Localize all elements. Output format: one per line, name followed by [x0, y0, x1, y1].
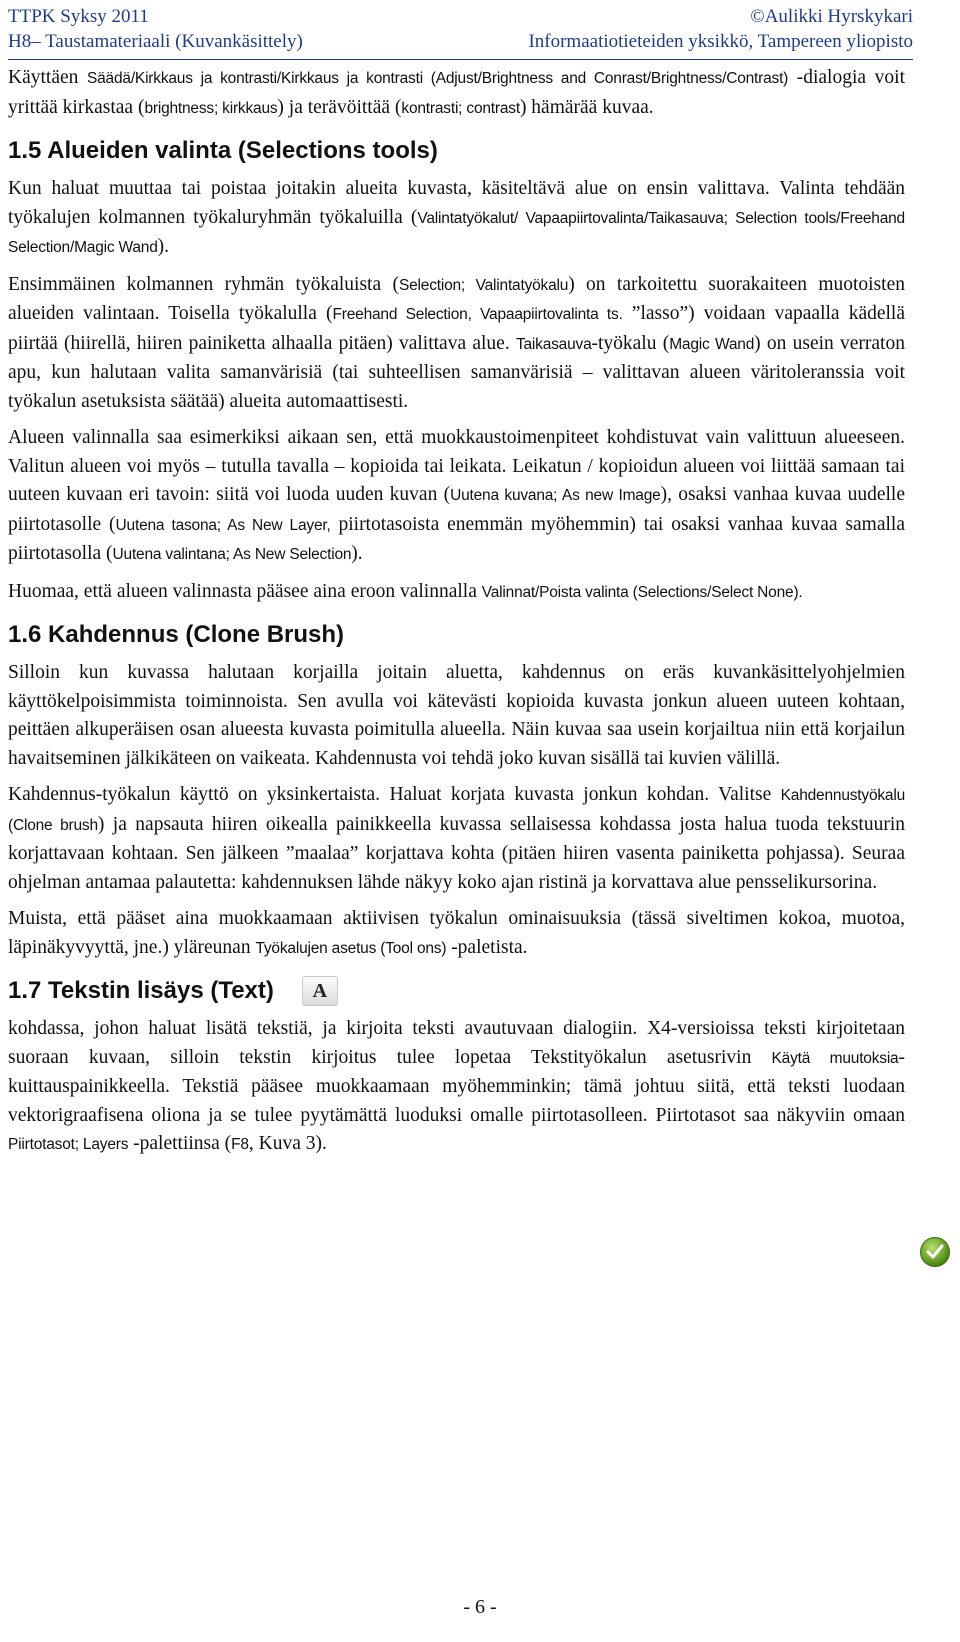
section-1-5-paragraph-1: Kun haluat muuttaa tai poistaa joitakin alueita kuvasta, käsiteltävä alue on ensin valittava. Valinta tehdään työkalujen kolmannen työkaluryhmän työkaluilla (Valintatyökalut/ Vapaapiirtovalinta/Taikasauva; Selection tools/Freehand Selection/Magic Wand). [8, 178, 905, 257]
section-1-6-paragraph-2: Kahdennus-työkalun käyttö on yksinkertaista. Haluat korjata kuvasta jonkun kohdan. Valitse Kahdennustyökalu (Clone brush) ja napsauta hiiren oikealla painikkeella kuvassa sellaisessa kohdassa josta halua tuoda tekstuurin korjattavaan kohtaan. Sen jälkeen ”maalaa” korjattava kohta (pitäen hiiren vasenta painiketta pohjassa). Seuraa ohjelman antamaa palautetta: kahdennuksen lähde näkyy koko ajan ristinä ja korvattava alue pensselikursorina. [8, 784, 905, 893]
section-heading-1-7: 1.7 Tekstin lisäys (Text) [8, 977, 274, 1004]
section-1-5-paragraph-2: Ensimmäinen kolmannen ryhmän työkaluista (Selection; Valintatyökalu) on tarkoitettu suorakaiteen muotoisten alueiden valintaan. Toisella työkalulla (Freehand Selection, Vapaapiirtovalinta ts. ”lasso”) voidaan vapaalla kädellä piirtää (hiirellä, hiiren painiketta alhaalla pitäen) valittava alue. Taikasauva-työkalu (Magic Wand) on usein verraton apu, kun halutaan valita samanvärisiä (tai suhteellisen samanvärisiä – valittavan alueen väritoleranssia voit työkalun asetuksista säätää) alueita automaattisesti. [8, 273, 905, 412]
section-1-6-paragraph-1: Silloin kun kuvassa halutaan korjailla joitain aluetta, kahdennus on eräs kuvankäsittelyohjelmien käyttökelpoisimmista toiminnoista. Sen avulla voi kätevästi kopioida kuvasta jonkun alueen uuteen kohtaan, peittäen alkuperäisen osan alueesta kuvasta poimitulla alueella. Näin kuvaa saa usein korjailtua niin että korjailun havaitseminen jälkikäteen on vaikeata. Kahdennusta voi tehdä joko kuvan sisällä tai kuvien välillä. [8, 662, 905, 769]
intro-paragraph: Käyttäen Säädä/Kirkkaus ja kontrasti/Kirkkaus ja kontrasti (Adjust/Brightness and Conrast/Brightness/Contrast) -dialogia voit yrittää kirkastaa (brightness; kirkkaus) ja terävöittää (kontrasti; contrast) hämärää kuvaa. [8, 67, 905, 118]
page-header [8, 4, 913, 54]
course-title: TTPK Syksy 2011 [8, 6, 149, 27]
section-1-5-paragraph-4: Huomaa, että alueen valinnasta pääsee aina eroon valinnalla Valinnat/Poista valinta (Selections/Select None). [8, 580, 803, 602]
section-heading-1-5: 1.5 Alueiden valinta (Selections tools) [8, 137, 438, 164]
header-row-2 [8, 29, 913, 54]
page-number: - 6 - [463, 1596, 497, 1618]
section-1-5-paragraph-3: Alueen valinnalla saa esimerkiksi aikaan sen, että muokkaustoimenpiteet kohdistuvat vain valittuun alueeseen. Valitun alueen voi myös – tutulla tavalla – kopioida tai leikata. Leikatun / kopioidun alueen voi liittää samaan tai uuteen kuvaan eri tavoin: siitä voi luoda uuden kuvan (Uutena kuvana; As new Image), osaksi vanhaa kuvaa uudelle piirtotasolle (Uutena tasona; As New Layer, piirtotasoista enemmän myöhemmin) tai osaksi vanhaa kuvaa samalla piirtotasolla (Uutena valintana; As New Selection). [8, 427, 905, 564]
section-heading-1-7-row [8, 975, 905, 1007]
author-name: ©Aulikki Hyrskykari [750, 6, 913, 27]
header-divider [8, 59, 913, 60]
checkmark-icon [925, 1242, 945, 1262]
section-heading-1-6: 1.6 Kahdennus (Clone Brush) [8, 621, 345, 648]
department-name: Informaatiotieteiden yksikkö, Tampereen yliopisto [528, 31, 913, 52]
section-1-6-paragraph-3: Muista, että pääset aina muokkaamaan aktiivisen työkalun ominaisuuksia (tässä siveltimen kokoa, muotoa, läpinäkyvyyttä, jne.) yläreunan Työkalujen asetus (Tool ons) -paletista. [8, 908, 905, 958]
header-row-1 [8, 4, 913, 29]
apply-changes-check-icon [920, 1237, 950, 1267]
document-body [8, 64, 905, 1168]
text-tool-icon: A [302, 976, 338, 1006]
material-title: H8– Taustamateriaali (Kuvankäsittely) [8, 31, 303, 52]
section-1-7-paragraph-1: kohdassa, johon haluat lisätä tekstiä, ja kirjoita teksti avautuvaan dialogiin. X4-versioissa teksti kirjoitetaan suoraan kuvaan, silloin tekstin kirjoitus tulee lopetaa Tekstityökalun asetusrivin Käytä muutoksia-kuittauspainikkeella. Tekstiä pääsee muokkaamaan myöhemminkin; tämä johtuu siitä, että teksti luodaan vektorigraafisena oliona ja se tulee pyytämättä luoduksi omalle piirtotasolleen. Piirtotasot saa näkyviin omaan Piirtotasot; Layers -palettiinsa (F8, Kuva 3). [8, 1018, 905, 1154]
